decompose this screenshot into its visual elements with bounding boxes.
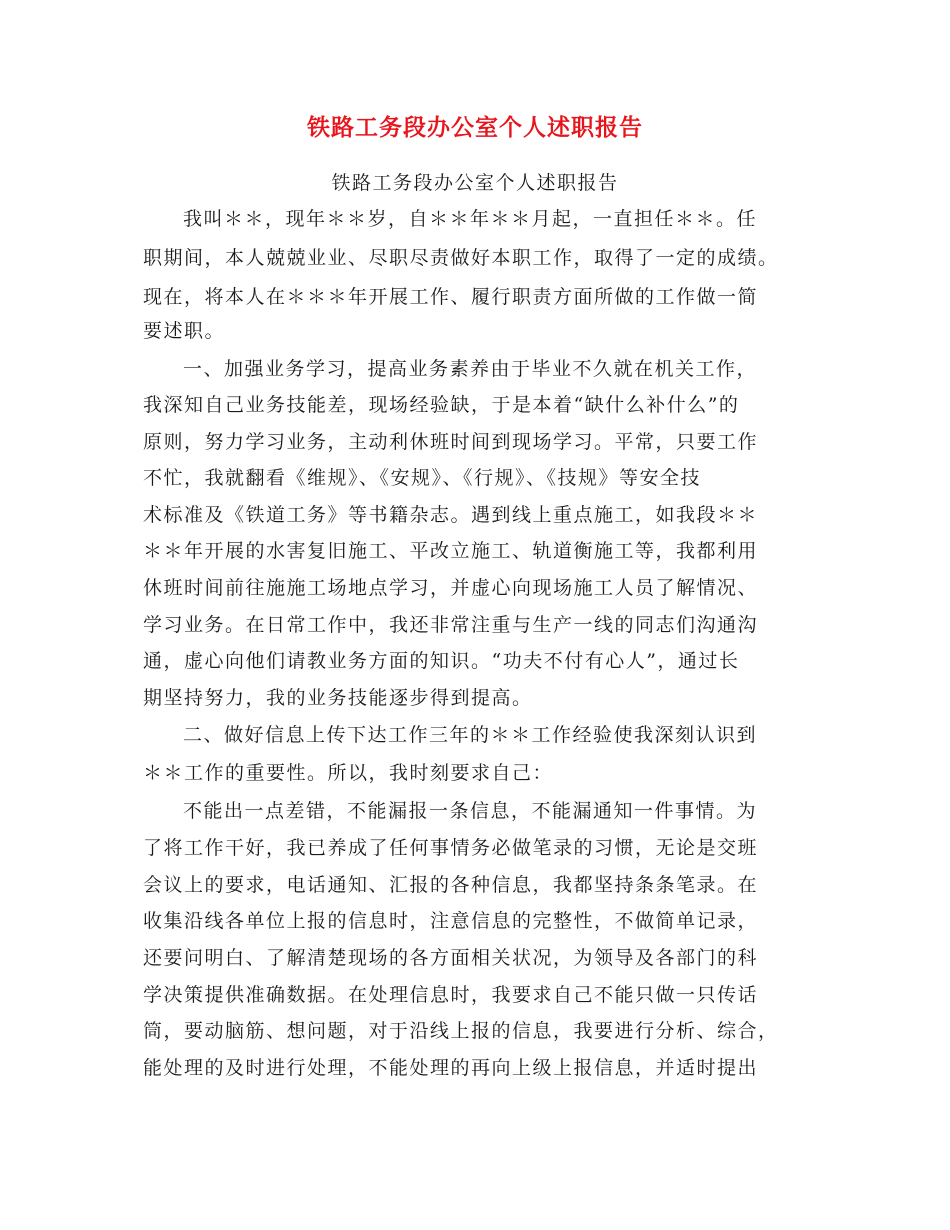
paragraph-line: 学决策提供准确数据。在处理信息时，我要求自己不能只做一只传话 [143,984,759,1006]
paragraph-line: 一、加强业务学习，提高业务素养由于毕业不久就在机关工作， [183,358,758,380]
paragraph-line: 我深知自己业务技能差，现场经验缺，于是本着“缺什么补什么”的 [143,394,740,416]
paragraph-line: 休班时间前往施施工场地点学习，并虚心向现场施工人员了解情况、 [143,577,759,599]
paragraph-line: 筒，要动脑筋、想问题，对于沿线上报的信息，我要进行分析、综合， [143,1020,779,1042]
paragraph-line: 二、做好信息上传下达工作三年的＊＊工作经验使我深刻认识到 [183,724,758,746]
paragraph-line: ＊＊年开展的水害复旧施工、平改立施工、轨道衡施工等，我都利用 [143,540,759,562]
document-title: 铁路工务段办公室个人述职报告 [307,114,643,141]
paragraph-line: 了将工作干好，我已养成了任何事情务必做笔录的习惯，无论是交班 [143,837,759,859]
paragraph-line: 通，虚心向他们请教业务方面的知识。“功夫不付有心人”，通过长 [143,650,740,672]
paragraph-line: 期坚持努力，我的业务技能逐步得到提高。 [143,687,533,709]
paragraph-line: 不忙，我就翻看《维规》、《安规》、《行规》、《技规》等安全技 [143,467,702,489]
paragraph-line: 职期间，本人兢兢业业、尽职尽责做好本职工作，取得了一定的成绩。 [143,247,779,269]
paragraph-line: 原则，努力学习业务，主动利休班时间到现场学习。平常，只要工作 [143,431,759,453]
paragraph-line: 学习业务。在日常工作中，我还非常注重与生产一线的同志们沟通沟 [143,614,759,636]
paragraph-line: 能处理的及时进行处理，不能处理的再向上级上报信息，并适时提出 [143,1057,759,1079]
paragraph-line: 术标准及《铁道工务》等书籍杂志。遇到线上重点施工，如我段＊＊ [143,504,759,526]
paragraph-line: 还要问明白、了解清楚现场的各方面相关状况，为领导及各部门的科 [143,947,759,969]
paragraph-line: 我叫＊＊，现年＊＊岁，自＊＊年＊＊月起，一直担任＊＊。任 [183,208,758,230]
paragraph-line: 会议上的要求，电话通知、汇报的各种信息，我都坚持条条笔录。在 [143,874,759,896]
paragraph-line: 现在，将本人在＊＊＊年开展工作、履行职责方面所做的工作做一简 [143,286,759,308]
paragraph-line: ＊＊工作的重要性。所以，我时刻要求自己： [143,762,554,784]
paragraph-line: 不能出一点差错，不能漏报一条信息，不能漏通知一件事情。为 [183,800,758,822]
paragraph-line: 收集沿线各单位上报的信息时，注意信息的完整性，不做简单记录， [143,910,759,932]
document-subtitle: 铁路工务段办公室个人述职报告 [331,172,619,194]
paragraph-line: 要述职。 [143,320,226,342]
